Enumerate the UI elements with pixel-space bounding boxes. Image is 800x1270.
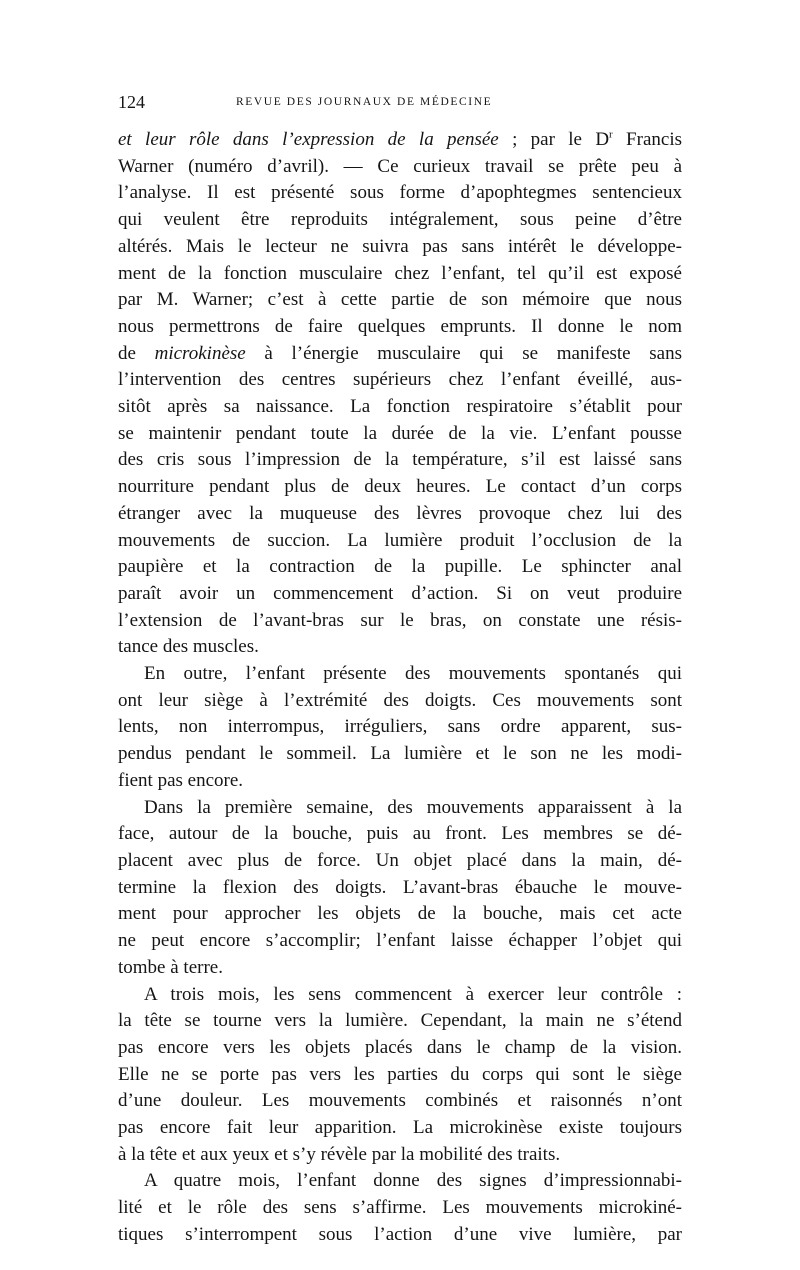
text-line-1: [118, 127, 682, 154]
text-line: paraît avoir un commencement d’action. Si on veut produire: [118, 582, 682, 604]
text-line: l’extension de l’avant-bras sur le bras, on constate une résis-: [118, 609, 682, 631]
text-line: mouvements de succion. La lumière produit l’occlusion de la: [118, 529, 682, 551]
text-line: nous permettrons de faire quelques emprunts. Il donne le nom: [118, 315, 682, 337]
paragraph-line: lents, non interrompus, irréguliers, sans ordre apparent, sus-: [118, 716, 682, 738]
paragraph-line: d’une douleur. Les mouvements combinés et raisonnés n’ont: [118, 1090, 682, 1112]
text-segment: de: [118, 342, 155, 364]
text-line: l’intervention des centres supérieurs chez l’enfant éveillé, aus-: [118, 369, 682, 391]
text-line: ment de la fonction musculaire chez l’enfant, tel qu’il est exposé: [118, 262, 682, 284]
text-line: paupière et la contraction de la pupille. Le sphincter anal: [118, 556, 682, 578]
text-segment: à l’énergie musculaire qui se manifeste sans: [245, 342, 682, 364]
running-title: REVUE DES JOURNAUX DE MÉDECINE: [236, 96, 493, 108]
paragraph-line: Dans la première semaine, des mouvements apparaissent à la: [144, 796, 682, 818]
text-segment: Francis: [612, 129, 682, 150]
text-line: l’analyse. Il est présenté sous forme d’apophtegmes sentencieux: [118, 182, 682, 204]
text-line-9: [118, 341, 682, 368]
text-line: sitôt après sa naissance. La fonction respiratoire s’établit pour: [118, 396, 682, 418]
paragraph-line: A trois mois, les sens commencent à exercer leur contrôle :: [144, 983, 682, 1005]
paragraph-line: tombe à terre.: [118, 956, 223, 978]
paragraph-line: fient pas encore.: [118, 769, 244, 791]
paragraph-line: ne peut encore s’accomplir; l’enfant laisse échapper l’objet qui: [118, 930, 682, 952]
text-line: par M. Warner; c’est à cette partie de son mémoire que nous: [118, 289, 682, 311]
paragraph-line: pendus pendant le sommeil. La lumière et le son ne les modi-: [118, 743, 682, 765]
emphasized-term: microkinèse: [154, 342, 246, 364]
paragraph-line: termine la flexion des doigts. L’avant-bras ébauche le mouve-: [118, 876, 682, 898]
page-number: 124: [118, 92, 145, 112]
article-text: [118, 127, 682, 1249]
paragraph-line: ment pour approcher les objets de la bouche, mais cet acte: [118, 903, 682, 925]
text-line: qui veulent être reproduits intégralement, sous peine d’être: [118, 209, 682, 231]
page-header: [118, 92, 682, 116]
paragraph-line: pas encore vers les objets placés dans le champ de la vision.: [118, 1036, 682, 1058]
text-line: se maintenir pendant toute la durée de la vie. L’enfant pousse: [118, 422, 682, 444]
paragraph-line: A quatre mois, l’enfant donne des signes d’impressionnabi-: [144, 1170, 682, 1192]
paragraph-line: lité et le rôle des sens s’affirme. Les mouvements microkiné-: [118, 1197, 682, 1219]
text-line: tance des muscles.: [118, 636, 259, 658]
emphasized-title: et leur rôle dans l’expression de la pensée: [118, 129, 499, 150]
paragraph-line: pas encore fait leur apparition. La microkinèse existe toujours: [118, 1117, 682, 1139]
text-line: nourriture pendant plus de deux heures. Le contact d’un corps: [118, 476, 682, 498]
paragraph-line: Elle ne se porte pas vers les parties du corps qui sont le siège: [118, 1063, 682, 1085]
paragraph-line: à la tête et aux yeux et s’y révèle par la mobilité des traits.: [118, 1143, 561, 1165]
paragraph-line: face, autour de la bouche, puis au front. Les membres se dé-: [118, 823, 682, 845]
text-line: Warner (numéro d’avril). — Ce curieux travail se prête peu à: [118, 155, 682, 177]
paragraph-line: ont leur siège à l’extrémité des doigts. Ces mouvements sont: [118, 689, 682, 711]
abbreviation-superscript: r: [609, 128, 613, 141]
paragraph-line: placent avec plus de force. Un objet placé dans la main, dé-: [118, 849, 682, 871]
paragraph-line: la tête se tourne vers la lumière. Cependant, la main ne s’étend: [118, 1010, 682, 1032]
text-line: des cris sous l’impression de la température, s’il est laissé sans: [118, 449, 682, 471]
paragraph-line: En outre, l’enfant présente des mouvements spontanés qui: [144, 663, 682, 685]
paragraph-line: tiques s’interrompent sous l’action d’une vive lumière, par: [118, 1223, 682, 1245]
text-segment: ; par le D: [498, 129, 610, 150]
text-line: altérés. Mais le lecteur ne suivra pas sans intérêt le développe-: [118, 235, 682, 257]
text-line: étranger avec la muqueuse des lèvres provoque chez lui des: [118, 502, 682, 524]
